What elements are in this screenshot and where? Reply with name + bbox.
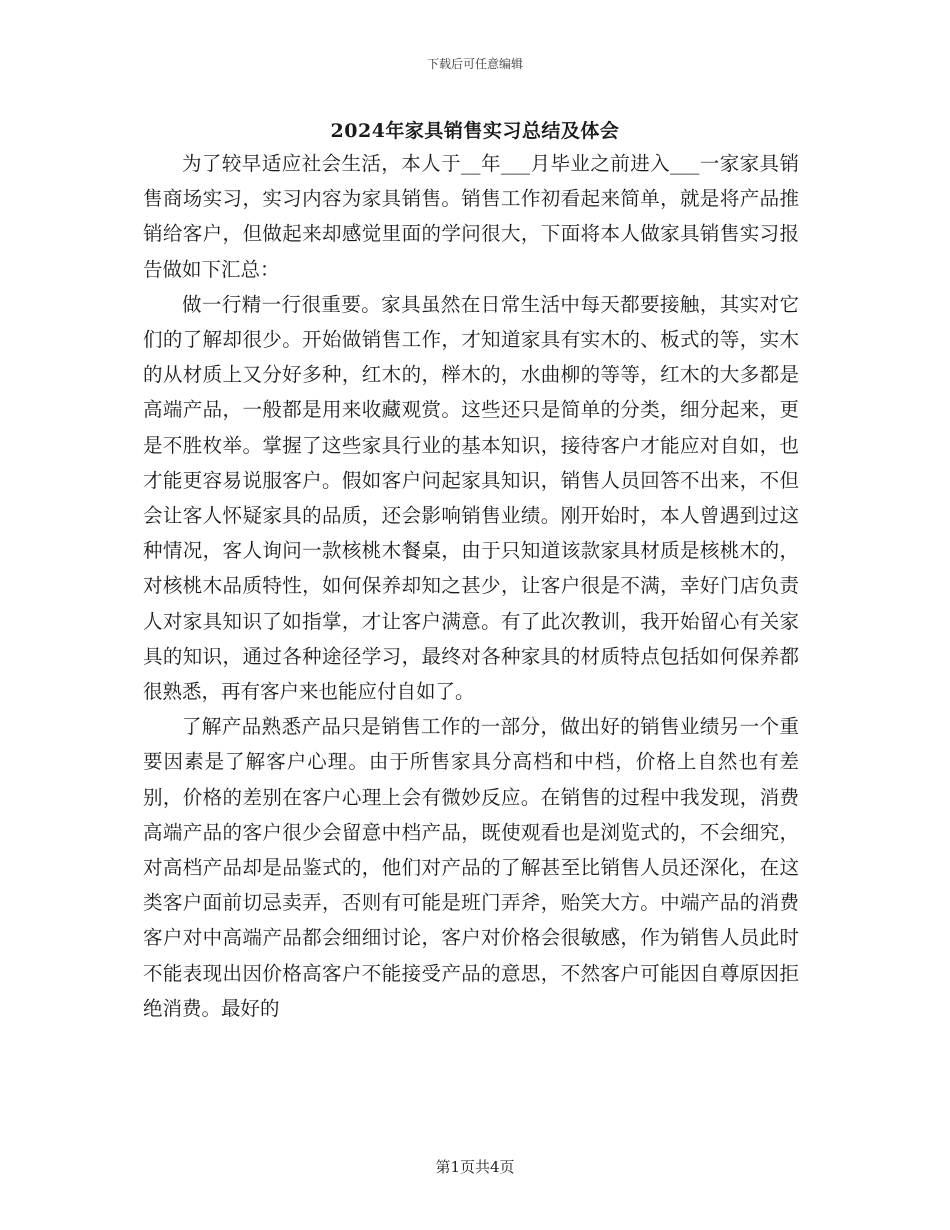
header-note: 下载后可任意编辑 <box>426 57 523 71</box>
document-title: 2024年家具销售实习总结及体会 <box>330 120 620 142</box>
paragraph: 为了较早适应社会生活，本人于__年___月毕业之前进入___一家家具销售商场实习，实习内容为家具销售。销售工作初看起来简单，就是将产品推销给客户，但做起来却感觉里面的学问很大，下面将本人做家具销售实习报告做如下汇总： <box>143 152 799 281</box>
paragraph: 做一行精一行很重要。家具虽然在日常生活中每天都要接触，其实对它们的了解却很少。开始做销售工作，才知道家具有实木的、板式的等，实木的从材质上又分好多种，红木的，榉木的，水曲柳的等等，红木的大多都是高端产品，一般都是用来收藏观赏。这些还只是简单的分类，细分起来，更是不胜枚举。掌握了这些家具行业的基本知识，接待客户才能应对自如，也才能更容易说服客户。假如客户问起家具知识，销售人员回答不出来，不但会让客人怀疑家具的品质，还会影响销售业绩。刚开始时，本人曾遇到过这种情况，客人询问一款核桃木餐桌，由于只知道该款家具材质是核桃木的，对核桃木品质特性，如何保养却知之甚少，让客户很是不满，幸好门店负责人对家具知识了如指掌，才让客户满意。有了此次教训，我开始留心有关家具的知识，通过各种途径学习，最终对各种家具的材质特点包括如何保养都很熟悉，再有客户来也能应付自如了。 <box>143 292 799 704</box>
page-footer: 第1页共4页 <box>435 1158 515 1176</box>
document-body <box>143 146 799 1026</box>
paragraph: 了解产品熟悉产品只是销售工作的一部分，做出好的销售业绩另一个重要因素是了解客户心理。由于所售家具分高档和中档，价格上自然也有差别，价格的差别在客户心理上会有微妙反应。在销售的过程中我发现，消费高端产品的客户很少会留意中档产品，既使观看也是浏览式的，不会细究，对高档产品却是品鉴式的，他们对产品的了解甚至比销售人员还深化，在这类客户面前切忌卖弄，否则有可能是班门弄斧，贻笑大方。中端产品的消费客户对中高端产品都会细细讨论，客户对价格会很敏感，作为销售人员此时不能表现出因价格高客户不能接受产品的意思，不然客户可能因自尊原因拒绝消费。最好的 <box>143 715 799 1020</box>
